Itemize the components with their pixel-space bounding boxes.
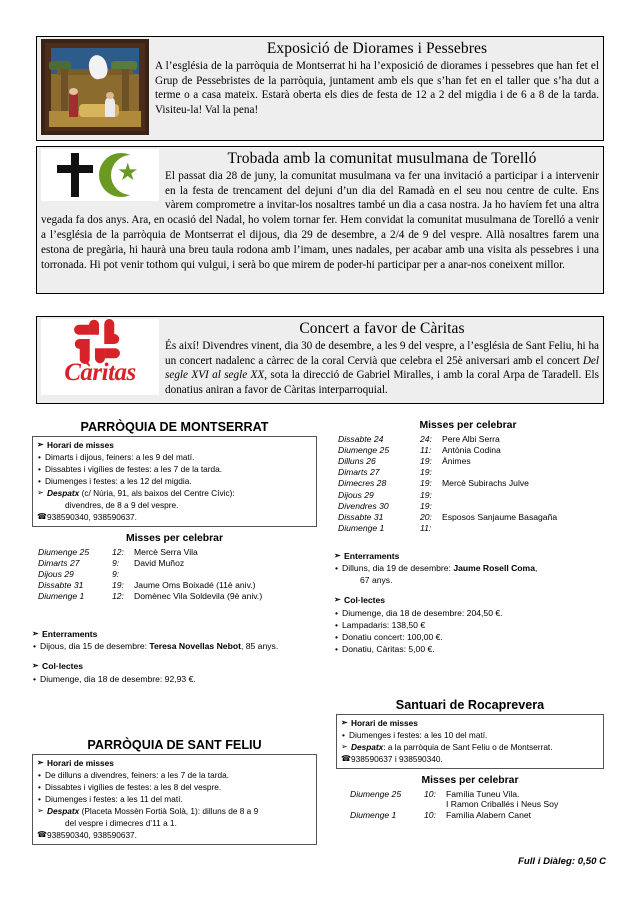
- nativity-diorama-photo: [41, 39, 149, 135]
- news-title-muslim-community: Trobada amb la comunitat musulmana de Torelló: [227, 150, 537, 167]
- news-box-caritas-concert: [36, 316, 604, 404]
- schedule-item: • Dissabtes i vigílies de festes: a les 7 de la tarda.: [37, 463, 312, 475]
- schedule-title-montserrat: ➢ Horari de misses: [37, 439, 312, 451]
- collectes-montserrat: [32, 660, 317, 684]
- table-row: [338, 444, 557, 455]
- schedule-item: • Dimarts i dijous, feiners: a les 9 del matí.: [37, 451, 312, 463]
- despatx-label: Despatx: [351, 742, 384, 753]
- table-row: [338, 511, 557, 522]
- schedule-box-rocaprevera: [336, 714, 604, 769]
- sanctuary-heading-rocaprevera: Santuari de Rocaprevera: [395, 698, 545, 712]
- enterraments-title: ➢ Enterraments: [32, 628, 317, 640]
- enterraments-sant-feliu: [334, 550, 608, 587]
- mass-intention: Antònia Codina: [442, 444, 501, 455]
- misses-heading-montserrat: Misses per celebrar: [125, 533, 224, 545]
- mass-day: Dimarts 27: [338, 467, 380, 478]
- enterraments-montserrat: [32, 628, 317, 652]
- enterrament-entry: [32, 640, 317, 652]
- misses-heading-sant-feliu: Misses per celebrar: [419, 420, 517, 431]
- cross-and-crescent-icon: [41, 149, 159, 201]
- enterrament-date: Dijous, dia 15 de desembre:: [40, 641, 150, 652]
- right-column: [328, 420, 608, 655]
- misses-table-sant-feliu: [338, 433, 557, 534]
- mass-day: Dissabte 31: [338, 511, 384, 522]
- despatx-line2: divendres, de 8 a 9 del vespre.: [65, 500, 179, 511]
- news-body-dioramas: A l’església de la parròquia de Montserrat hi ha l’exposició de diorames i pessebres que han fet el Grup de Pessebristes de la parròquia, juntament amb els que s’han fet en el taller que s’ha dut a terme o a casa mateix. Estarà oberta els dies de festa de 12 a 2 del migdia i de 6 a 8 de la tarda. Visiteu-la! Val la pena!: [155, 59, 599, 117]
- mass-intention: [440, 523, 557, 534]
- collectes-title: ➢ Col·lectes: [334, 594, 608, 606]
- despatx-montserrat: [37, 487, 312, 511]
- mass-day: Dimarts 27: [38, 557, 80, 568]
- table-row: [338, 455, 557, 466]
- collecta-entry: • Donatiu, Càritas: 5,00 €.: [334, 643, 608, 655]
- parish-heading-montserrat: PARRÒQUIA DE MONTSERRAT: [80, 420, 269, 434]
- news-title-caritas-concert: Concert a favor de Càritas: [299, 320, 465, 337]
- table-row: [38, 568, 262, 579]
- caritas-wordmark: Càritas: [64, 359, 136, 386]
- phone-numbers-rocaprevera: ☎ 938590637 i 938590340.: [341, 753, 599, 765]
- mass-day: Diumenge 25: [338, 444, 390, 455]
- enterrament-date: Dilluns, dia 19 de desembre:: [342, 562, 454, 573]
- mass-intention: Mercè Serra Vila: [134, 546, 198, 557]
- news-box-muslim-community: [36, 146, 604, 294]
- schedule-item: • Diumenges i festes: a les 11 del matí.: [37, 793, 312, 805]
- mass-intention: Esposos Sanjaume Basagaña: [442, 511, 558, 522]
- mass-hour: 9:: [112, 569, 120, 580]
- mass-intention: Pere Albi Serra: [442, 433, 500, 444]
- table-row: [38, 557, 262, 568]
- enterrament-age: 67 anys.: [360, 575, 393, 586]
- table-row: [338, 478, 557, 489]
- left-column: [32, 420, 317, 685]
- table-row: [350, 809, 558, 820]
- mass-hour: 19:: [420, 455, 432, 466]
- misses-table-rocaprevera: [350, 788, 558, 820]
- enterrament-name: Teresa Novellas Nebot: [149, 641, 241, 652]
- mass-day: Divendres 30: [338, 500, 389, 511]
- mass-day: Dijous 29: [338, 489, 374, 500]
- table-row: [338, 467, 557, 478]
- despatx-text: : a la parròquia de Sant Feliu o de Montserrat.: [383, 742, 553, 753]
- mass-hour: 20:: [420, 511, 432, 522]
- mass-hour: 9:: [112, 557, 120, 568]
- mass-intention: [440, 500, 557, 511]
- schedule-title-rocaprevera: ➢ Horari de misses: [341, 717, 599, 729]
- mass-intention: [440, 489, 557, 500]
- caritas-logo: [41, 319, 159, 395]
- mass-hour: 24:: [420, 433, 432, 444]
- mass-hour: 19:: [420, 467, 432, 478]
- caritas-body-part2: , sota la direcció de Gabriel Miralles, i amb la coral Arpa de Taradell. Els donatius aniran a favor de Càritas interparroquial.: [165, 369, 599, 397]
- collecta-entry: • Lampadaris: 138,50 €: [334, 619, 608, 631]
- despatx-line2: del vespre i dimecres d’11 a 1.: [65, 818, 177, 829]
- rocaprevera-block: [336, 698, 604, 820]
- collecta-entry: • Diumenge, dia 18 de desembre: 92,93 €.: [32, 673, 317, 685]
- despatx-text: (c/ Núria, 91, als baixos del Centre Cívic):: [79, 488, 235, 499]
- mass-day: Dilluns 26: [338, 455, 376, 466]
- phone-numbers-sant-feliu: ☎ 938590340, 938590637.: [37, 829, 312, 841]
- caritas-body-part1: És així! Divendres vinent, dia 30 de desembre, a les 9 del vespre, a l’església de Sant Feliu, hi ha un concert nadalenc a càrrec de la coral Cervià que celebra el 25è aniversari amb el concert: [165, 339, 600, 367]
- schedule-item: • De dilluns a divendres, feiners: a les 7 de la tarda.: [37, 769, 312, 781]
- misses-table-montserrat: [38, 546, 262, 602]
- news-body-muslim-community: El passat dia 28 de juny, la comunitat musulmana va fer una invitació a participar i a intervenir en la festa de trencament del dejuni d’un dia del Ramadà en el seu nou centre de culte. Ens vàrem comprometre a invitar-los nosaltres també un dia a casa nostra. Ja ho havíem fet una altra vegada fa dos anys. Ara, en ocasió del Nadal, ho volem tornar fer. Hem convidat la comunitat musulmana de Torelló a venir a l’església de la parròquia de Montserrat el dijous, dia 29 de desembre, a 2/4 de 9 del vespre. Allà nosaltres farem una estona de pregària, hi haurà una breu taula rodona amb l’imam, unes nadales, per acabar amb una visita als pessebres i una torronada. Hi pot venir tothom qui vulgui, i serà bo que mirem de poder-hi participar per a anar-nos coneixent millor.: [41, 169, 599, 271]
- mass-day: Diumenge 25: [38, 546, 90, 557]
- mass-intention: Jaume Oms Boixadé (11è aniv.): [134, 580, 256, 591]
- enterrament-age: , 85 anys.: [240, 641, 279, 652]
- mass-intention-line1: Família Tuneu Vila.: [446, 788, 520, 799]
- news-title-dioramas: Exposició de Diorames i Pessebres: [266, 40, 488, 57]
- mass-intention: Mercè Subirachs Julve: [442, 478, 529, 489]
- mass-intention: Ànimes: [442, 455, 471, 466]
- mass-intention: Família Alabern Canet: [446, 809, 532, 820]
- mass-hour: 11:: [420, 523, 432, 534]
- mass-day: Diumenge 1: [338, 523, 385, 534]
- table-row: [338, 500, 557, 511]
- mass-hour: 19:: [112, 580, 124, 591]
- schedule-item: • Dissabtes i vigílies de festes: a les 8 del vespre.: [37, 781, 312, 793]
- enterrament-entry: [334, 562, 608, 586]
- mass-day: Diumenge 1: [350, 809, 397, 820]
- mass-hour: 12:: [112, 546, 124, 557]
- collecta-entry: • Diumenge, dia 18 de desembre: 204,50 €.: [334, 607, 608, 619]
- schedule-box-sant-feliu: [32, 754, 317, 845]
- mass-day: Dimecres 28: [338, 478, 387, 489]
- mass-intention-line2: I Ramon Criballés i Neus Soy: [446, 798, 559, 809]
- enterraments-title: ➢ Enterraments: [334, 550, 608, 562]
- mass-intention: [444, 788, 558, 809]
- mass-hour: 19:: [420, 478, 432, 489]
- mass-hour: 10:: [424, 788, 436, 799]
- schedule-item: • Diumenges i festes: a les 10 del matí.: [341, 729, 599, 741]
- enterrament-name: Jaume Rosell Coma: [453, 562, 535, 573]
- despatx-rocaprevera: [341, 741, 599, 753]
- mass-hour: 19:: [420, 489, 432, 500]
- parish-heading-sant-feliu: PARRÒQUIA DE SANT FELIU: [87, 738, 262, 752]
- collectes-sant-feliu: [334, 594, 608, 655]
- table-row: [338, 489, 557, 500]
- news-box-dioramas: [36, 36, 604, 141]
- despatx-label: Despatx: [47, 488, 80, 499]
- despatx-label: Despatx: [47, 806, 80, 817]
- mass-day: Diumenge 25: [350, 788, 402, 799]
- mass-intention: [440, 467, 557, 478]
- despatx-sant-feliu: [37, 805, 312, 829]
- schedule-title-sant-feliu: ➢ Horari de misses: [37, 757, 312, 769]
- caritas-concert-name: Del segle XVI al segle XX: [165, 354, 599, 382]
- table-row: [350, 788, 558, 809]
- phone-numbers-montserrat: ☎ 938590340, 938590637.: [37, 511, 312, 523]
- schedule-box-montserrat: [32, 436, 317, 527]
- sant-feliu-block: [32, 738, 317, 845]
- mass-day: Diumenge 1: [38, 591, 85, 602]
- mass-intention: David Muñoz: [134, 557, 185, 568]
- collecta-entry: • Donatiu concert: 100,00 €.: [334, 631, 608, 643]
- mass-intention: [132, 568, 262, 579]
- table-row: [38, 591, 262, 602]
- footer-price: Full i Diàleg: 0,50 C: [518, 856, 606, 867]
- schedule-item: • Diumenges i festes: a les 12 del migdia.: [37, 475, 312, 487]
- enterrament-comma: ,: [534, 562, 538, 573]
- table-row: [338, 523, 557, 534]
- table-row: [38, 546, 262, 557]
- mass-day: Dissabte 31: [38, 580, 84, 591]
- mass-day: Dissabte 24: [338, 433, 384, 444]
- mass-intention: Domènec Vila Soldevila (9è aniv.): [134, 591, 263, 602]
- despatx-text: (Placeta Mossèn Fortià Solà, 1): dilluns de 8 a 9: [79, 806, 259, 817]
- table-row: [38, 580, 262, 591]
- mass-hour: 19:: [420, 500, 432, 511]
- mass-day: Dijous 29: [38, 569, 74, 580]
- mass-hour: 12:: [112, 591, 124, 602]
- misses-heading-rocaprevera: Misses per celebrar: [421, 775, 519, 787]
- collectes-title: ➢ Col·lectes: [32, 660, 317, 672]
- table-row: [338, 433, 557, 444]
- mass-hour: 10:: [424, 809, 436, 820]
- mass-hour: 11:: [420, 444, 432, 455]
